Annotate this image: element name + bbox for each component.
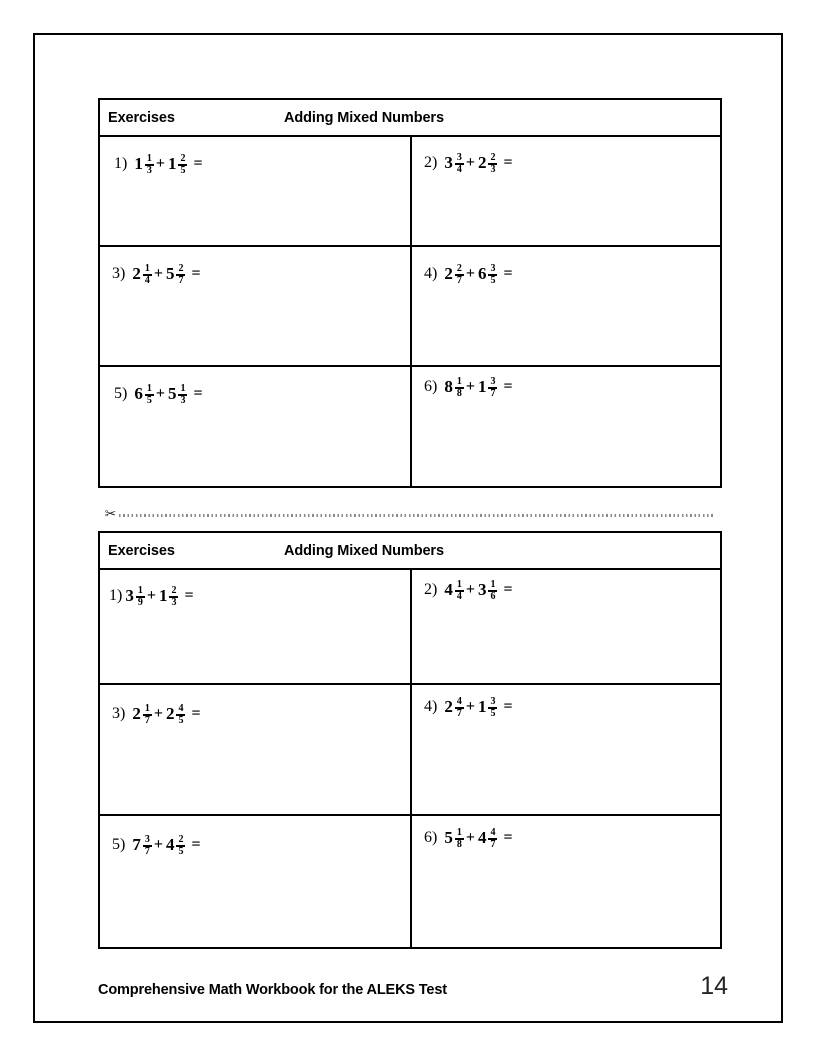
numerator: 2	[171, 584, 177, 596]
problem-number: 1)	[114, 155, 128, 173]
fraction	[176, 264, 185, 287]
whole-part: 6	[134, 384, 143, 404]
equals-sign: =	[503, 265, 513, 283]
problem-number: 1)	[109, 587, 123, 605]
whole-part: 2	[477, 153, 487, 173]
whole-part: 4	[477, 828, 487, 848]
mixed-number-b	[168, 153, 188, 176]
mixed-number-b	[478, 263, 498, 286]
denominator: 7	[456, 275, 462, 287]
problem-number: 6)	[424, 378, 438, 396]
worksheet-2-header	[100, 533, 720, 570]
denominator: 5	[178, 846, 184, 858]
problem-cell[interactable]	[412, 137, 720, 245]
problem-number: 5)	[114, 385, 128, 403]
fraction	[455, 697, 464, 720]
equals-sign: =	[191, 836, 201, 854]
equals-sign: =	[193, 385, 203, 403]
denominator: 7	[490, 388, 496, 400]
operator: +	[465, 829, 475, 847]
mixed-number-b	[166, 703, 186, 726]
numerator: 1	[490, 578, 496, 590]
fraction	[143, 704, 152, 727]
whole-part: 2	[444, 697, 453, 717]
problem-expression	[112, 703, 201, 726]
operator: +	[153, 265, 163, 283]
numerator: 3	[490, 695, 496, 707]
fraction	[455, 153, 464, 176]
exercises-label: Exercises	[108, 542, 175, 559]
scissors-icon: ✂	[104, 505, 117, 521]
problem-cell[interactable]	[100, 570, 412, 683]
problem-expression	[112, 834, 201, 857]
numerator: 2	[178, 833, 184, 845]
whole-part: 3	[125, 586, 134, 606]
worksheet-title: Adding Mixed Numbers	[284, 542, 444, 559]
fraction	[169, 586, 178, 609]
numerator: 1	[146, 152, 152, 164]
numerator: 1	[137, 584, 143, 596]
fraction	[136, 586, 145, 609]
mixed-number-a	[444, 376, 464, 399]
equals-sign: =	[503, 698, 513, 716]
numerator: 2	[178, 262, 184, 274]
equals-sign: =	[193, 155, 203, 173]
problem-expression	[109, 585, 194, 608]
problem-expression	[424, 579, 513, 602]
denominator: 9	[137, 597, 143, 609]
equals-sign: =	[503, 378, 513, 396]
numerator: 1	[146, 382, 152, 394]
fraction	[488, 828, 497, 851]
mixed-number-b	[166, 834, 186, 857]
table-row	[100, 247, 720, 367]
whole-part: 2	[165, 704, 175, 724]
page-footer	[98, 972, 758, 1001]
mixed-number-a	[132, 703, 152, 726]
equals-sign: =	[191, 705, 201, 723]
table-row	[100, 137, 720, 247]
denominator: 7	[456, 708, 462, 720]
problem-number: 2)	[424, 154, 438, 172]
numerator: 4	[456, 695, 462, 707]
numerator: 3	[144, 833, 150, 845]
operator: +	[465, 265, 475, 283]
fraction	[145, 384, 154, 407]
denominator: 7	[144, 846, 150, 858]
problem-expression	[424, 263, 513, 286]
problem-cell[interactable]	[412, 570, 720, 683]
equals-sign: =	[503, 581, 513, 599]
denominator: 3	[180, 395, 186, 407]
operator: +	[155, 155, 165, 173]
problem-cell[interactable]	[412, 247, 720, 365]
problem-cell[interactable]	[100, 247, 412, 365]
fraction	[145, 154, 154, 177]
equals-sign: =	[503, 154, 513, 172]
fraction	[455, 377, 464, 400]
whole-part: 5	[444, 828, 453, 848]
denominator: 5	[178, 715, 184, 727]
numerator: 1	[144, 262, 150, 274]
mixed-number-b	[166, 263, 186, 286]
problem-cell[interactable]	[100, 685, 412, 814]
problem-expression	[114, 153, 203, 176]
fraction	[176, 835, 185, 858]
problem-cell[interactable]	[412, 367, 720, 486]
numerator: 1	[456, 578, 462, 590]
fraction	[143, 264, 152, 287]
whole-part: 5	[167, 384, 177, 404]
fraction	[488, 580, 497, 603]
problem-number: 6)	[424, 829, 438, 847]
fraction	[488, 264, 497, 287]
fraction	[178, 384, 187, 407]
numerator: 4	[490, 826, 496, 838]
mixed-number-b	[478, 152, 498, 175]
mixed-number-a	[444, 263, 464, 286]
problem-expression	[112, 263, 201, 286]
table-row	[100, 816, 720, 947]
whole-part: 1	[477, 377, 487, 397]
problem-cell[interactable]	[412, 816, 720, 947]
footer-title: Comprehensive Math Workbook for the ALEKS Test	[98, 982, 447, 998]
page-border	[33, 33, 783, 1023]
numerator: 2	[456, 262, 462, 274]
operator: +	[146, 587, 156, 605]
mixed-number-a	[444, 827, 464, 850]
denominator: 6	[490, 591, 496, 603]
operator: +	[465, 154, 475, 172]
problem-number: 3)	[112, 705, 126, 723]
denominator: 4	[456, 164, 462, 176]
mixed-number-a	[134, 153, 154, 176]
denominator: 4	[456, 591, 462, 603]
problem-number: 5)	[112, 836, 126, 854]
problem-number: 3)	[112, 265, 126, 283]
numerator: 3	[490, 375, 496, 387]
whole-part: 4	[165, 835, 175, 855]
mixed-number-a	[134, 383, 154, 406]
denominator: 4	[144, 275, 150, 287]
numerator: 1	[456, 826, 462, 838]
whole-part: 5	[165, 264, 175, 284]
table-row	[100, 367, 720, 486]
whole-part: 6	[477, 264, 487, 284]
whole-part: 7	[132, 835, 141, 855]
problem-cell[interactable]	[100, 816, 412, 947]
operator: +	[153, 705, 163, 723]
whole-part: 2	[132, 704, 141, 724]
worksheet-1-header	[100, 100, 720, 137]
dotted-cut-rule	[119, 514, 713, 517]
fraction	[455, 828, 464, 851]
denominator: 3	[171, 597, 177, 609]
mixed-number-a	[125, 585, 145, 608]
whole-part: 1	[158, 586, 168, 606]
mixed-number-b	[159, 585, 179, 608]
denominator: 5	[180, 165, 186, 177]
equals-sign: =	[503, 829, 513, 847]
denominator: 7	[490, 839, 496, 851]
whole-part: 1	[134, 154, 143, 174]
problem-expression	[424, 152, 513, 175]
denominator: 3	[490, 164, 496, 176]
operator: +	[465, 378, 475, 396]
problem-expression	[424, 376, 513, 399]
mixed-number-b	[478, 696, 498, 719]
mixed-number-a	[444, 696, 464, 719]
mixed-number-b	[168, 383, 188, 406]
numerator: 1	[456, 375, 462, 387]
fraction	[176, 704, 185, 727]
problem-expression	[114, 383, 203, 406]
fraction	[488, 377, 497, 400]
page-number: 14	[700, 972, 728, 1000]
exercises-label: Exercises	[108, 109, 175, 126]
operator: +	[465, 698, 475, 716]
problem-expression	[424, 827, 513, 850]
problem-number: 4)	[424, 265, 438, 283]
operator: +	[155, 385, 165, 403]
problem-cell[interactable]	[412, 685, 720, 814]
worksheet-table-1	[98, 98, 722, 488]
table-row	[100, 685, 720, 816]
numerator: 3	[490, 262, 496, 274]
mixed-number-b	[478, 376, 498, 399]
whole-part: 3	[477, 580, 487, 600]
denominator: 5	[490, 708, 496, 720]
denominator: 8	[456, 839, 462, 851]
mixed-number-a	[444, 152, 464, 175]
whole-part: 8	[444, 377, 453, 397]
numerator: 1	[180, 382, 186, 394]
whole-part: 2	[444, 264, 453, 284]
equals-sign: =	[184, 587, 194, 605]
fraction	[455, 264, 464, 287]
fraction	[143, 835, 152, 858]
whole-part: 1	[167, 154, 177, 174]
whole-part: 3	[444, 153, 453, 173]
mixed-number-b	[478, 827, 498, 850]
problem-number: 4)	[424, 698, 438, 716]
mixed-number-b	[478, 579, 498, 602]
denominator: 7	[144, 715, 150, 727]
mixed-number-a	[132, 834, 152, 857]
mixed-number-a	[444, 579, 464, 602]
numerator: 2	[490, 151, 496, 163]
numerator: 4	[178, 702, 184, 714]
numerator: 3	[456, 151, 462, 163]
mixed-number-a	[132, 263, 152, 286]
denominator: 7	[178, 275, 184, 287]
whole-part: 2	[132, 264, 141, 284]
fraction	[488, 153, 497, 176]
fraction	[488, 697, 497, 720]
denominator: 8	[456, 388, 462, 400]
page-content	[35, 35, 781, 1021]
worksheet-table-2	[98, 531, 722, 949]
denominator: 5	[146, 395, 152, 407]
operator: +	[153, 836, 163, 854]
worksheet-title: Adding Mixed Numbers	[284, 109, 444, 126]
equals-sign: =	[191, 265, 201, 283]
fraction	[455, 580, 464, 603]
operator: +	[465, 581, 475, 599]
fraction	[178, 154, 187, 177]
whole-part: 4	[444, 580, 453, 600]
problem-expression	[424, 696, 513, 719]
cut-line	[105, 503, 713, 523]
problem-cell[interactable]	[100, 137, 412, 245]
whole-part: 1	[477, 697, 487, 717]
problem-cell[interactable]	[100, 367, 412, 486]
numerator: 2	[180, 152, 186, 164]
denominator: 5	[490, 275, 496, 287]
denominator: 3	[146, 165, 152, 177]
problem-number: 2)	[424, 581, 438, 599]
table-row	[100, 570, 720, 685]
numerator: 1	[144, 702, 150, 714]
